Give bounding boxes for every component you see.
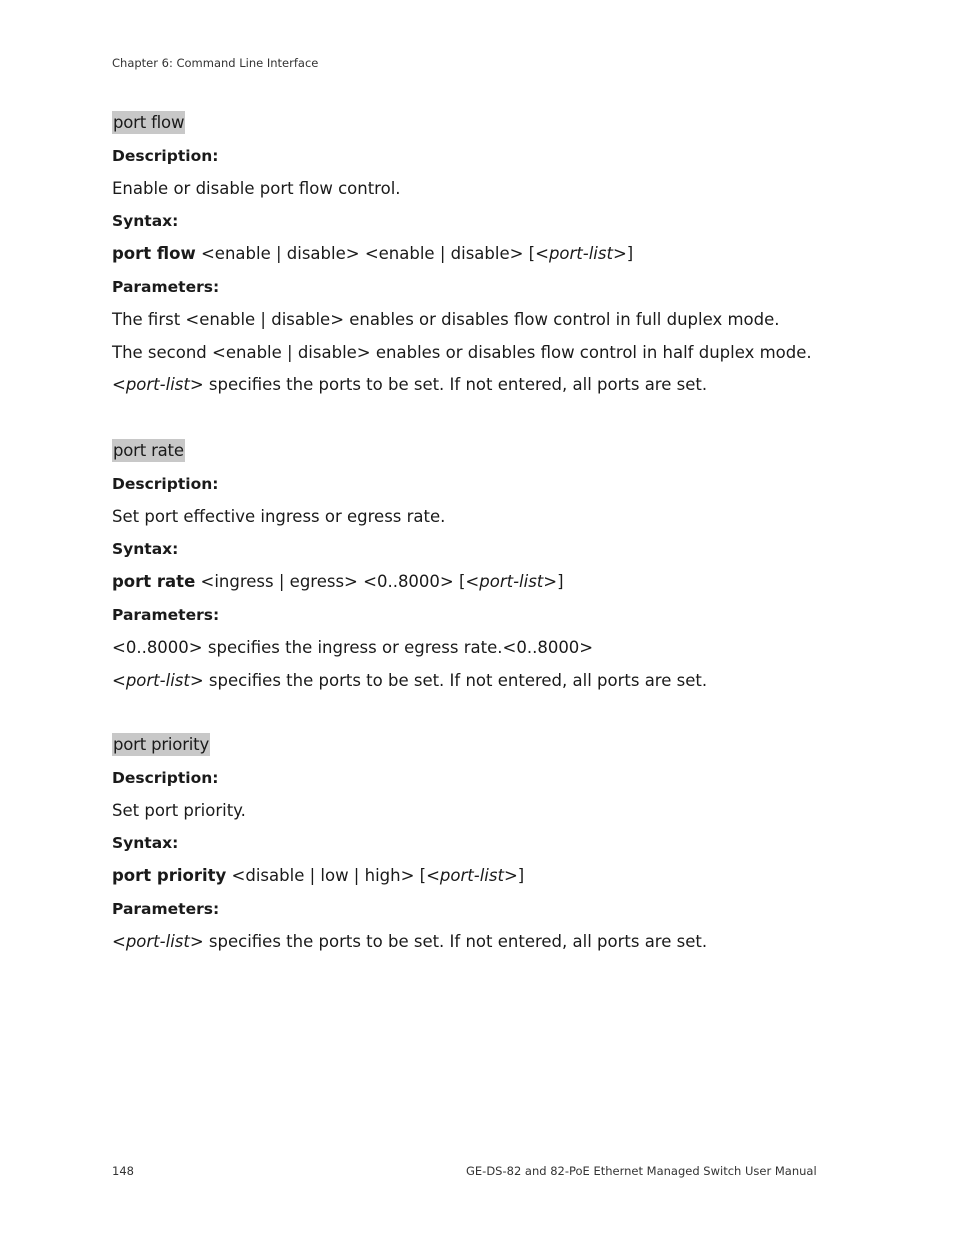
syntax-args: <enable | disable> <enable | disable> [<	[195, 244, 549, 264]
syntax-args-end: >]	[612, 244, 634, 264]
param-italic: port-list	[125, 670, 190, 690]
section-port-rate	[112, 435, 872, 697]
param-pre: <	[112, 931, 126, 951]
description-text: Enable or disable port flow control.	[112, 178, 401, 198]
section-port-priority	[112, 729, 872, 959]
syntax-command: port flow	[112, 244, 196, 264]
section-title: port rate	[113, 441, 184, 460]
param-text: > specifies the ports to be set. If not entered, all ports are set.	[189, 375, 708, 395]
section-port-flow	[112, 107, 872, 402]
syntax-args: <disable | low | high> [<	[226, 866, 440, 886]
syntax-arg-italic: port-list	[548, 244, 613, 264]
manual-title: GE-DS-82 and 82-PoE Ethernet Managed Switch User Manual	[466, 1164, 817, 1178]
syntax-command: port rate	[112, 572, 196, 592]
syntax-args: <ingress | egress> <0..8000> [<	[195, 572, 480, 592]
param-line	[112, 337, 872, 370]
param-line	[112, 632, 872, 665]
syntax-args-end: >]	[543, 572, 564, 592]
section-title: port flow	[113, 113, 185, 132]
syntax-label: Syntax:	[112, 212, 179, 231]
param-text: <0..8000> specifies the ingress or egress rate.<0..8000>	[112, 637, 594, 657]
param-italic: port-list	[125, 375, 190, 395]
section-title: port priority	[113, 735, 210, 754]
description-text: Set port priority.	[112, 800, 246, 820]
page-number: 148	[112, 1164, 134, 1178]
param-pre: <	[112, 375, 126, 395]
parameters-label: Parameters:	[112, 605, 220, 624]
description-label: Description:	[112, 474, 219, 493]
syntax-label: Syntax:	[112, 540, 179, 559]
parameters-label: Parameters:	[112, 899, 220, 918]
syntax-command: port priority	[112, 866, 227, 886]
param-line	[112, 926, 872, 959]
param-italic: port-list	[125, 931, 190, 951]
description-label: Description:	[112, 768, 219, 787]
description-text: Set port effective ingress or egress rate.	[112, 506, 446, 526]
param-pre: <	[112, 670, 126, 690]
syntax-label: Syntax:	[112, 834, 179, 853]
syntax-arg-italic: port-list	[479, 572, 544, 592]
parameters-label: Parameters:	[112, 277, 220, 296]
syntax-line	[112, 860, 872, 893]
param-line	[112, 304, 872, 337]
syntax-line	[112, 238, 872, 271]
param-line	[112, 665, 872, 698]
syntax-line	[112, 566, 872, 599]
param-text: > specifies the ports to be set. If not entered, all ports are set.	[189, 931, 708, 951]
param-line	[112, 369, 872, 402]
description-label: Description:	[112, 146, 219, 165]
syntax-args-end: >]	[503, 866, 525, 886]
syntax-arg-italic: port-list	[439, 866, 504, 886]
param-text: > specifies the ports to be set. If not entered, all ports are set.	[189, 670, 708, 690]
param-text: The second <enable | disable> enables or disables flow control in half duplex mode.	[112, 342, 812, 362]
param-text: The first <enable | disable> enables or disables flow control in full duplex mode.	[112, 309, 780, 329]
chapter-header: Chapter 6: Command Line Interface	[112, 56, 319, 70]
